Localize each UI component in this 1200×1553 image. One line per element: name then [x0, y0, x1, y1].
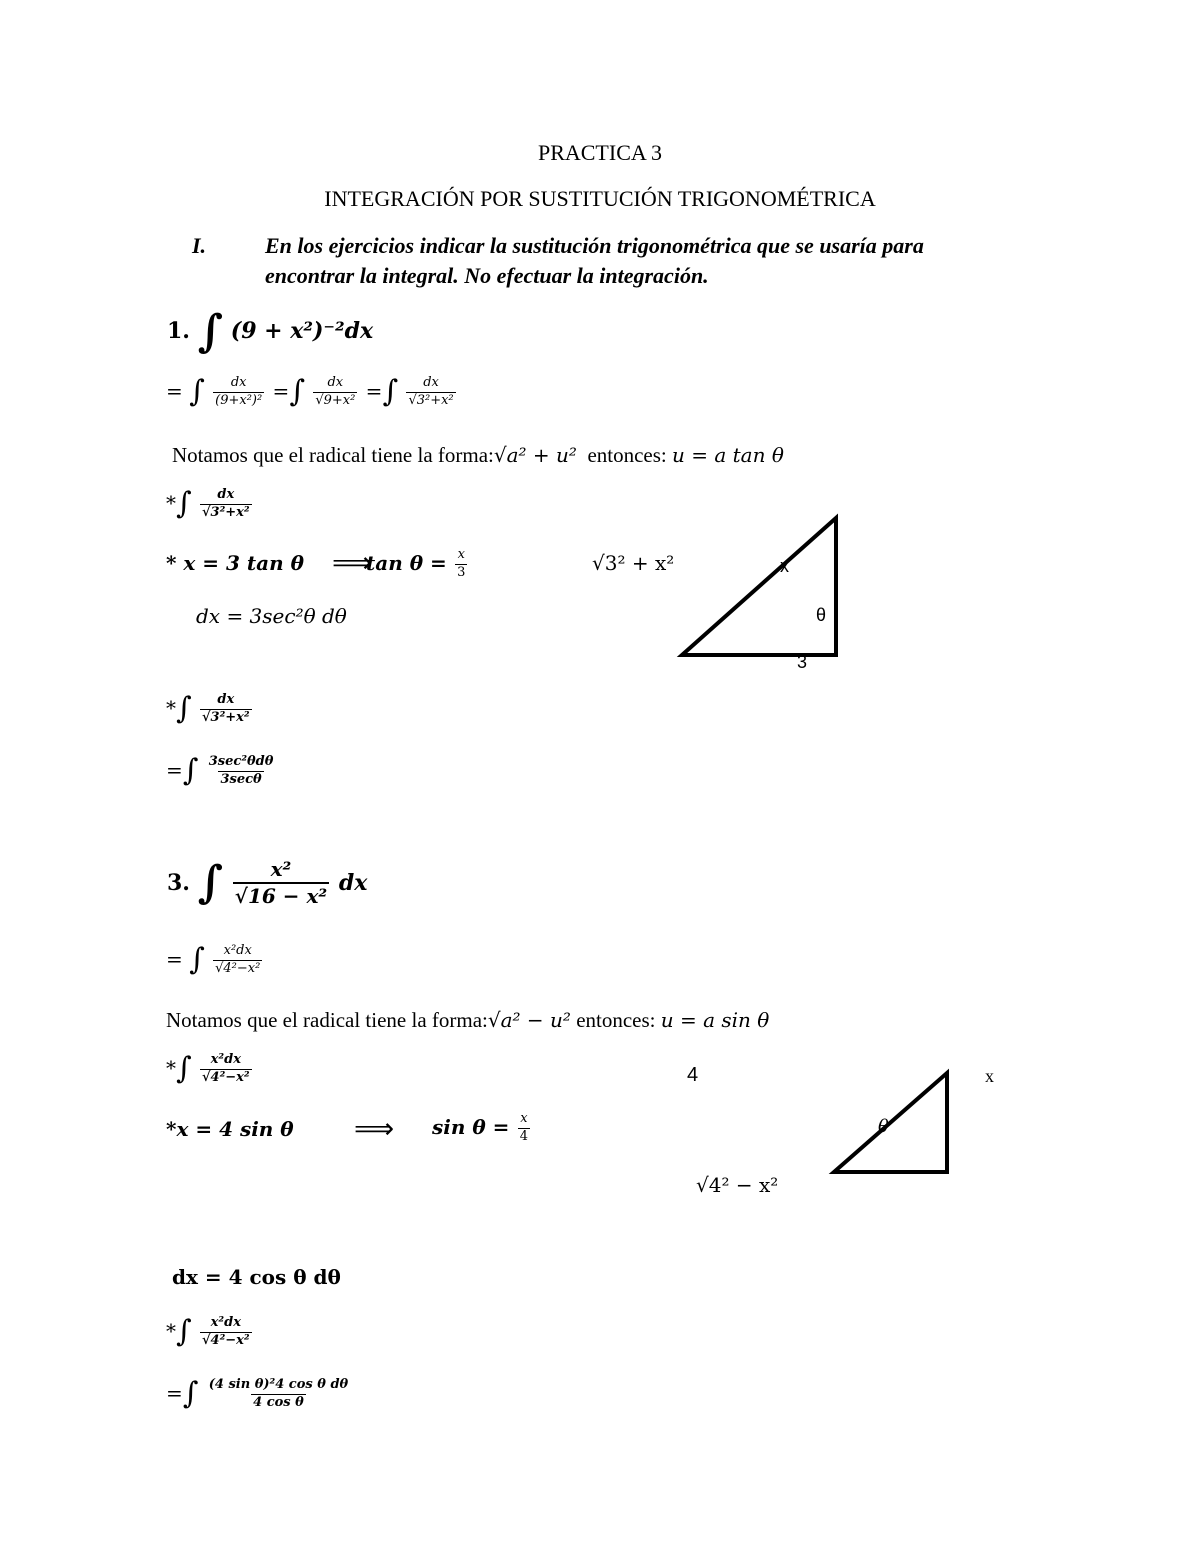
ex1-star2-fraction: $\frac{dx}{\text{√3²+x²}}$	[202, 692, 250, 725]
ex3-star2-integral: *∫ $\frac{\text{x²dx}}{\text{√4²−x²}}$	[166, 1314, 250, 1350]
equals-sign: =	[166, 378, 183, 403]
page-title: PRACTICA 3	[537, 140, 663, 165]
ex1-triangle-adjacent: 3	[797, 652, 808, 672]
ex1-label: 1.	[167, 318, 190, 344]
ex1-fraction-3: $\frac{dx}{\text{√3²+x²}}$	[408, 375, 454, 408]
integral-sign: ∫	[176, 1314, 192, 1350]
ex3-star-integral: *∫ $\frac{\text{x²dx}}{\text{√4²−x²}}$	[166, 1051, 250, 1087]
triangle-shape	[682, 518, 836, 655]
ex3-right-triangle	[826, 1066, 956, 1180]
ex1-note: Notamos que el radical tiene la forma:√a² + u² entonces: u = a tan θ	[172, 443, 784, 467]
ex3-rewrite-fraction: $\frac{\text{x²dx}}{\text{√4²−x²}}$	[215, 943, 261, 976]
ex1-triangle-angle: θ	[816, 605, 827, 625]
ex1-star2-integral: *∫ $\frac{dx}{\text{√3²+x²}}$	[166, 691, 250, 727]
ex1-star-fraction: $\frac{dx}{\text{√3²+x²}}$	[202, 487, 250, 520]
integral-sign: ∫	[176, 486, 192, 522]
ex3-star-fraction: $\frac{\text{x²dx}}{\text{√4²−x²}}$	[202, 1052, 250, 1085]
ex3-main-fraction: $\frac{\text{x²}}{\text{√16 − x²}}$	[234, 857, 328, 908]
ex3-note: Notamos que el radical tiene la forma:√a² − u² entonces: u = a sin θ	[166, 1008, 770, 1032]
equals-sign: =	[272, 378, 290, 403]
section-instructions-line1: En los ejercicios indicar la sustitución trigonométrica que se usaría para	[265, 233, 924, 258]
ex1-triangle-opposite: x	[780, 556, 789, 576]
ex1-fraction-1: $\frac{dx}{\text{(9+x²)²}}$	[215, 375, 263, 408]
integral-sign: ∫	[197, 857, 224, 908]
ex1-dx-line: dx = 3sec²θ dθ	[196, 604, 347, 628]
integral-sign: ∫	[182, 1376, 199, 1412]
integral-sign: ∫	[382, 374, 399, 410]
ex1-fraction-2: $\frac{dx}{\text{√9+x²}}$	[315, 375, 356, 408]
equals-sign: =	[365, 378, 383, 403]
ex3-problem: 3. ∫ $\frac{\text{x²}}{\text{√16 − x²}}$ dx	[167, 857, 368, 908]
ex1-final-integral: =∫ $\frac{\text{3sec²θdθ}}{3\sec\theta}$	[166, 753, 274, 789]
integral-sign: ∫	[182, 753, 199, 789]
implies-arrow-icon: ⟹	[332, 546, 373, 579]
substitution-rule: u = a sin θ	[660, 1008, 770, 1032]
ex3-star2-fraction: $\frac{\text{x²dx}}{\text{√4²−x²}}$	[202, 1315, 250, 1348]
ex1-rewrite-steps	[166, 376, 458, 409]
integral-sign: ∫	[197, 306, 224, 357]
section-number: I.	[192, 233, 207, 258]
ex3-triangle-angle: θ	[878, 1116, 889, 1137]
ex1-substitution: * x = 3 tan θ	[166, 551, 304, 575]
integral-sign: ∫	[176, 691, 192, 727]
substitution-rule: u = a tan θ	[672, 443, 784, 467]
ex3-substitution: *x = 4 sin θ	[166, 1117, 294, 1141]
ex1-integrand: (9 + x²)⁻²dx	[230, 318, 374, 344]
ex3-sin-fraction: $\frac{x}{4}$	[519, 1111, 529, 1144]
integral-sign: ∫	[189, 942, 205, 978]
ex1-star-integral: *∫ $\frac{dx}{\text{√3²+x²}}$	[166, 486, 250, 522]
ex1-tan-relation: tan θ = $\frac{x}{3}$	[366, 547, 466, 580]
ex1-right-triangle	[670, 508, 850, 673]
triangle-shape	[834, 1073, 947, 1172]
ex3-dx-line: dx = 4 cos θ dθ	[172, 1265, 341, 1289]
ex3-triangle-hypotenuse: 4	[687, 1064, 699, 1086]
ex3-sin-relation: sin θ = $\frac{x}{4}$	[432, 1111, 529, 1144]
ex3-triangle-adjacent: √4² − x²	[696, 1173, 779, 1197]
ex3-rewrite: = ∫ $\frac{\text{x²dx}}{\text{√4²−x²}}$	[166, 942, 261, 978]
integral-sign: ∫	[289, 374, 305, 410]
radical-form: √a² − u²	[487, 1008, 571, 1032]
ex3-final-integral: =∫ $\frac{\text{(4 sin θ)²4 cos θ dθ}}{\text{4 cos θ}}$	[166, 1376, 349, 1412]
integral-sign: ∫	[189, 374, 205, 410]
ex3-final-fraction: $\frac{\text{(4 sin θ)²4 cos θ dθ}}{\text{4 cos θ}}$	[208, 1377, 349, 1410]
ex1-tan-fraction: $\frac{x}{3}$	[457, 547, 466, 580]
implies-arrow-icon: ⟹	[354, 1112, 395, 1145]
integral-sign: ∫	[176, 1051, 192, 1087]
ex1-hypotenuse-label: √3² + x²	[592, 551, 675, 575]
ex3-label: 3.	[167, 870, 190, 896]
ex1-final-fraction: $\frac{\text{3sec²θdθ}}{3\sec\theta}$	[208, 754, 274, 787]
ex3-triangle-opposite: x	[985, 1066, 994, 1086]
section-instructions-line2: encontrar la integral. No efectuar la integración.	[265, 263, 709, 288]
page-subtitle: INTEGRACIÓN POR SUSTITUCIÓN TRIGONOMÉTRICA	[324, 186, 876, 211]
radical-form: √a² + u²	[493, 443, 577, 467]
ex1-problem	[167, 306, 374, 357]
